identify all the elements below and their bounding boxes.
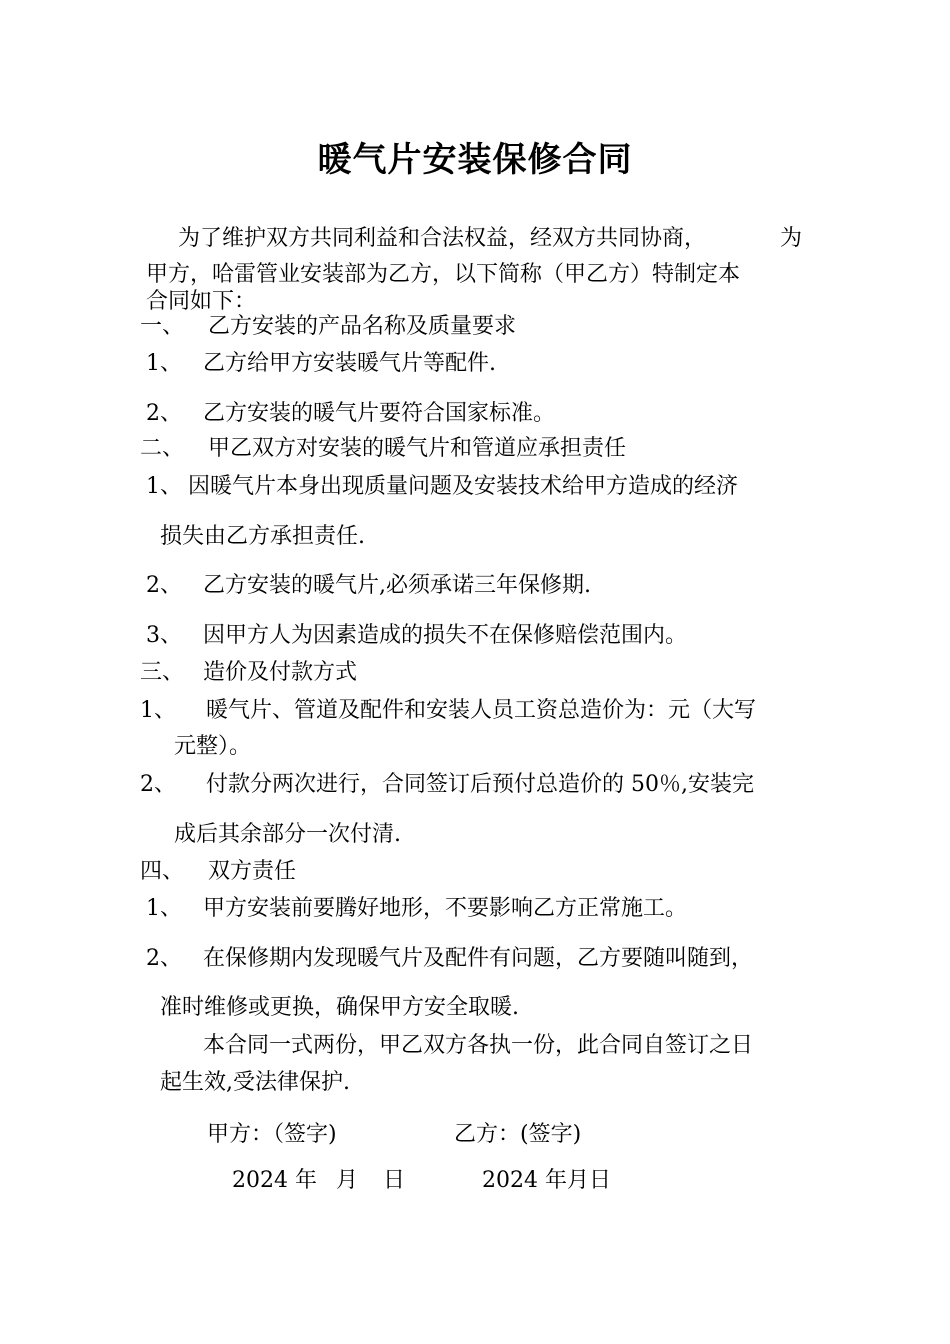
section-2-item-3-number: 3、 [146, 623, 182, 648]
section-2-item-2-text: 乙方安装的暖气片,必须承诺三年保修期. [203, 573, 591, 598]
intro-line-3: 合同如下： [146, 289, 257, 314]
intro-line-1: 为了维护双方共同利益和合法权益，经双方共同协商， [178, 226, 707, 251]
section-1-item-1-number: 1、 [146, 351, 182, 376]
section-3-item-1-text: 暖气片、管道及配件和安装人员工资总造价为：元（大写 [206, 698, 757, 723]
section-3-item-1-cont: 元整）。 [174, 734, 252, 759]
section-2-item-3-text: 因甲方人为因素造成的损失不在保修赔偿范围内。 [203, 623, 688, 648]
section-4-item-2-cont: 准时维修或更换，确保甲方安全取暖. [160, 995, 519, 1020]
section-3-item-2-number: 2、 [140, 772, 176, 797]
section-4-item-2-number: 2、 [146, 946, 182, 971]
intro-line-1-end: 为 [780, 226, 803, 251]
party-a-date-year: 2024 年 [232, 1168, 317, 1193]
section-3-item-1-number: 1、 [140, 698, 176, 723]
section-1-item-2-text: 乙方安装的暖气片要符合国家标准。 [203, 401, 556, 426]
section-2-item-1-number: 1、 [146, 474, 182, 499]
section-4-item-1-number: 1、 [146, 896, 182, 921]
party-b-date: 2024 年月日 [482, 1168, 611, 1193]
section-3-item-2-text: 付款分两次进行，合同签订后预付总造价的 50％,安装完 [206, 772, 754, 797]
section-2-item-2-number: 2、 [146, 573, 182, 598]
section-3-number: 三、 [140, 660, 185, 685]
section-4-item-2-text: 在保修期内发现暖气片及配件有问题，乙方要随叫随到， [203, 946, 754, 971]
closing-line-1: 本合同一式两份，甲乙双方各执一份，此合同自签订之日 [203, 1033, 754, 1058]
section-4-item-1-text: 甲方安装前要腾好地形，不要影响乙方正常施工。 [203, 896, 688, 921]
section-2-item-1-text: 因暖气片本身出现质量问题及安装技术给甲方造成的经济 [188, 474, 739, 499]
party-a-date-month: 月 [336, 1168, 359, 1193]
party-b-signature: 乙方：(签字) [454, 1122, 582, 1147]
section-2-number: 二、 [140, 436, 185, 461]
section-1-item-2-number: 2、 [146, 401, 182, 426]
section-1-number: 一、 [140, 314, 185, 339]
section-4-number: 四、 [140, 859, 185, 884]
section-1-heading: 乙方安装的产品名称及质量要求 [208, 314, 517, 339]
section-3-item-2-cont: 成后其余部分一次付清. [174, 822, 401, 847]
section-4-heading: 双方责任 [208, 859, 297, 884]
closing-line-2: 起生效,受法律保护. [160, 1070, 350, 1095]
section-2-item-1-cont: 损失由乙方承担责任. [160, 524, 365, 549]
document-title: 暖气片安装保修合同 [317, 140, 633, 180]
party-a-date-day: 日 [383, 1168, 406, 1193]
section-3-heading: 造价及付款方式 [203, 660, 358, 685]
section-2-heading: 甲乙双方对安装的暖气片和管道应承担责任 [208, 436, 627, 461]
intro-line-2: 甲方，哈雷管业安装部为乙方，以下简称（甲乙方）特制定本 [146, 262, 741, 287]
party-a-signature: 甲方：（签字) [207, 1122, 337, 1147]
section-1-item-1-text: 乙方给甲方安装暖气片等配件. [203, 351, 496, 376]
